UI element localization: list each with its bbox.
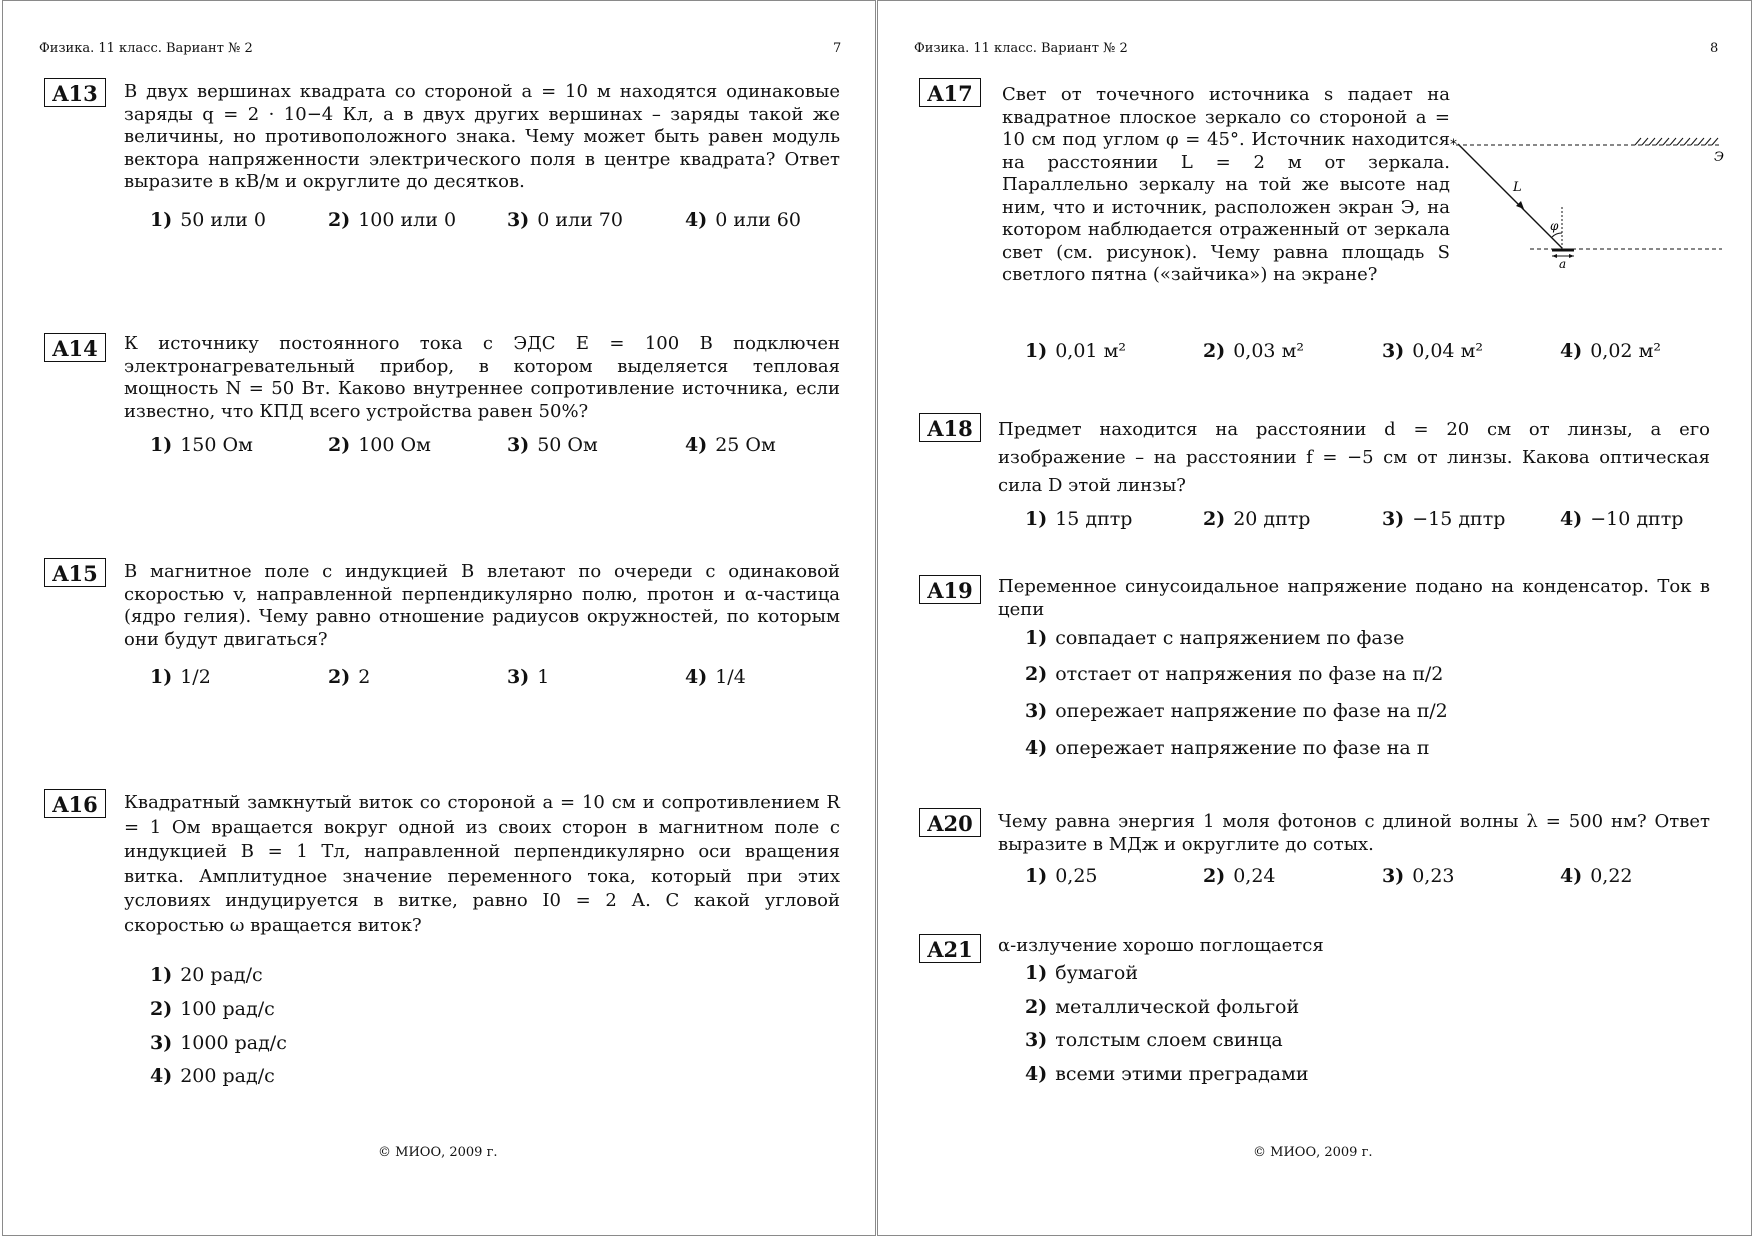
- page-8: [877, 0, 1752, 1236]
- option[interactable]: [507, 209, 623, 231]
- option-number: 3): [1025, 1029, 1048, 1051]
- option-number: 4): [1025, 737, 1048, 759]
- option-text: 0,03 м²: [1233, 340, 1304, 362]
- question-label-a15: A15: [44, 558, 106, 587]
- option-number: 3): [1382, 865, 1405, 887]
- option[interactable]: [1203, 865, 1276, 887]
- question-text-a20: Чему равна энергия 1 моля фотонов с длиной волны λ = 500 нм? Ответ выразите в МДж и округлите до сотых.: [998, 811, 1710, 855]
- option[interactable]: [685, 434, 776, 456]
- source-point-icon: *: [1450, 137, 1457, 153]
- dimension-arrow-right-icon: [1569, 254, 1574, 258]
- option-text: 1/4: [715, 666, 746, 688]
- option-text: бумагой: [1055, 962, 1139, 984]
- option-text: 100 Ом: [358, 434, 431, 456]
- option[interactable]: [1025, 700, 1448, 722]
- option-text: 150 Ом: [180, 434, 253, 456]
- option[interactable]: [1025, 340, 1126, 362]
- option-number: 1): [1025, 508, 1048, 530]
- option[interactable]: [1203, 340, 1304, 362]
- question-label-a19: A19: [919, 575, 981, 604]
- option-text: опережает напряжение по фазе на π: [1055, 737, 1430, 759]
- option[interactable]: [1382, 865, 1455, 887]
- question-label-a17: A17: [919, 78, 981, 107]
- page-header: Физика. 11 класс. Вариант № 2: [914, 41, 1128, 56]
- question-label-a16: A16: [44, 789, 106, 818]
- question-text-a15: В магнитное поле с индукцией B влетают по очереди с одинаковой скоростью v, направленной перпендикулярно полю, протон и α-частица (ядро гелия). Чему равно отношение радиусов окружностей, по которым они будут двигаться?: [124, 561, 840, 650]
- option-number: 2): [328, 434, 351, 456]
- distance-label: L: [1513, 180, 1522, 195]
- option-text: 100 или 0: [358, 209, 457, 231]
- option-text: 15 дптр: [1055, 508, 1133, 530]
- page-footer: © МИОО, 2009 г.: [1253, 1145, 1373, 1160]
- option-number: 2): [328, 209, 351, 231]
- option[interactable]: [507, 434, 598, 456]
- option[interactable]: [1025, 737, 1429, 759]
- option-number: 4): [685, 666, 708, 688]
- option[interactable]: [1560, 865, 1633, 887]
- page-7: [2, 0, 876, 1236]
- option-number: 2): [1203, 865, 1226, 887]
- question-label-a18: A18: [919, 413, 981, 442]
- page-number: 8: [1710, 41, 1719, 56]
- option[interactable]: [328, 434, 431, 456]
- option-number: 2): [1025, 996, 1048, 1018]
- option-text: 0,02 м²: [1590, 340, 1661, 362]
- incident-ray: [1458, 144, 1562, 248]
- option-number: 4): [1560, 865, 1583, 887]
- option-number: 1): [150, 964, 173, 986]
- option-text: 0,25: [1055, 865, 1098, 887]
- option-text: 0,04 м²: [1412, 340, 1483, 362]
- option[interactable]: [150, 1032, 287, 1054]
- dimension-arrow-left-icon: [1552, 254, 1557, 258]
- option-text: 0,23: [1412, 865, 1455, 887]
- option-text: металлической фольгой: [1055, 996, 1300, 1018]
- question-label-a14: A14: [44, 333, 106, 362]
- option-text: 20 дптр: [1233, 508, 1311, 530]
- page-header: Физика. 11 класс. Вариант № 2: [39, 41, 253, 56]
- option[interactable]: [150, 434, 253, 456]
- question-label-a13: A13: [44, 78, 106, 107]
- option[interactable]: [1025, 996, 1299, 1018]
- option-text: 1: [537, 666, 550, 688]
- option[interactable]: [1560, 340, 1661, 362]
- option-text: 200 рад/с: [180, 1065, 275, 1087]
- option-text: 25 Ом: [715, 434, 776, 456]
- option-number: 3): [1025, 700, 1048, 722]
- page-number: 7: [833, 41, 842, 56]
- option-text: 1000 рад/с: [180, 1032, 287, 1054]
- option-number: 1): [1025, 865, 1048, 887]
- option-number: 4): [150, 1065, 173, 1087]
- option[interactable]: [328, 209, 456, 231]
- question-text-a19: Переменное синусоидальное напряжение подано на конденсатор. Ток в цепи: [998, 576, 1710, 620]
- option-text: опережает напряжение по фазе на π/2: [1055, 700, 1448, 722]
- option-number: 1): [150, 209, 173, 231]
- option-number: 3): [1382, 340, 1405, 362]
- option-text: совпадает с напряжением по фазе: [1055, 627, 1405, 649]
- option-number: 2): [150, 998, 173, 1020]
- option-number: 1): [1025, 962, 1048, 984]
- option-number: 3): [1382, 508, 1405, 530]
- option-number: 2): [328, 666, 351, 688]
- option-number: 3): [507, 434, 530, 456]
- question-text-a17: Свет от точечного источника s падает на квадратное плоское зеркало со стороной a = 10 см под углом φ = 45°. Источник находится на расстоянии L = 2 м от зеркала. Параллельно зеркалу на той же высоте над ним, что и источник, расположен экран Э, на котором наблюдается отраженный от зеркала свет (см. рисунок). Чему равна площадь S светлого пятна («зайчика») на экране?: [1002, 84, 1450, 285]
- option[interactable]: [1025, 865, 1098, 887]
- option[interactable]: [1025, 962, 1138, 984]
- option-text: 1/2: [180, 666, 211, 688]
- option-number: 4): [1560, 508, 1583, 530]
- option-number: 4): [1560, 340, 1583, 362]
- option-text: 0,01 м²: [1055, 340, 1126, 362]
- option-text: 50 Ом: [537, 434, 598, 456]
- option[interactable]: [150, 998, 275, 1020]
- option-number: 2): [1025, 663, 1048, 685]
- option[interactable]: [150, 964, 263, 986]
- question-text-a13: В двух вершинах квадрата со стороной a = 10 м находятся одинаковые заряды q = 2 · 10−4 Кл, а в двух других вершинах – заряды такой же величины, но противоположного знака. Чему может быть равен модуль вектора напряженности электрического поля в центре квадрата? Ответ выразите в кВ/м и округлите до десятков.: [124, 81, 840, 192]
- question-text-a16: Квадратный замкнутый виток со стороной a = 10 см и сопротивлением R = 1 Ом вращается вокруг одной из своих сторон в магнитном поле с индукцией B = 1 Тл, направленной перпендикулярно оси вращения витка. Амплитудное значение переменного тока, который при этих условиях индуцируется в витке, равно I0 = 2 А. С какой угловой скоростью ω вращается виток?: [124, 792, 840, 936]
- option-text: 0,22: [1590, 865, 1633, 887]
- question-text-a14: К источнику постоянного тока с ЭДС E = 100 В подключен электронагревательный прибор, в котором выделяется тепловая мощность N = 50 Вт. Каково внутреннее сопротивление источника, если известно, что КПД всего устройства равен 50%?: [124, 333, 840, 422]
- option-number: 4): [685, 434, 708, 456]
- option[interactable]: [1382, 508, 1505, 530]
- option[interactable]: [1025, 1029, 1283, 1051]
- angle-label: φ: [1550, 219, 1559, 233]
- option-text: −15 дптр: [1412, 508, 1506, 530]
- option-number: 1): [150, 666, 173, 688]
- option[interactable]: [1025, 508, 1132, 530]
- question-label-a21: A21: [919, 934, 981, 963]
- mirror-diagram: [1448, 129, 1748, 274]
- option-number: 2): [1203, 340, 1226, 362]
- option-text: 50 или 0: [180, 209, 266, 231]
- option-text: 20 рад/с: [180, 964, 263, 986]
- option-text: 0 или 60: [715, 209, 801, 231]
- option[interactable]: [150, 1065, 275, 1087]
- option-number: 4): [1025, 1063, 1048, 1085]
- option-text: 0,24: [1233, 865, 1276, 887]
- option-text: отстает от напряжения по фазе на π/2: [1055, 663, 1444, 685]
- option-number: 1): [150, 434, 173, 456]
- option-number: 3): [150, 1032, 173, 1054]
- option-text: толстым слоем свинца: [1055, 1029, 1283, 1051]
- screen-label: Э: [1714, 150, 1724, 165]
- option-text: всеми этими преградами: [1055, 1063, 1309, 1085]
- option-number: 2): [1203, 508, 1226, 530]
- side-label: a: [1559, 257, 1567, 271]
- option[interactable]: [685, 666, 746, 688]
- screen-hatching: [1635, 138, 1718, 145]
- question-label-a20: A20: [919, 808, 981, 837]
- option[interactable]: [1382, 340, 1483, 362]
- ray-arrow-icon: [1516, 201, 1524, 209]
- option[interactable]: [507, 666, 549, 688]
- option[interactable]: [1560, 508, 1683, 530]
- option[interactable]: [150, 209, 266, 231]
- page-footer: © МИОО, 2009 г.: [378, 1145, 498, 1160]
- option-text: −10 дптр: [1590, 508, 1684, 530]
- angle-arc: [1552, 233, 1562, 237]
- option-number: 1): [1025, 340, 1048, 362]
- option[interactable]: [1203, 508, 1310, 530]
- option-text: 2: [358, 666, 371, 688]
- option[interactable]: [1025, 663, 1443, 685]
- option-text: 0 или 70: [537, 209, 623, 231]
- option[interactable]: [685, 209, 801, 231]
- option-number: 4): [685, 209, 708, 231]
- option[interactable]: [1025, 627, 1404, 649]
- option[interactable]: [328, 666, 370, 688]
- option-text: 100 рад/с: [180, 998, 275, 1020]
- option-number: 3): [507, 209, 530, 231]
- question-text-a18: Предмет находится на расстоянии d = 20 см от линзы, а его изображение – на расстоянии f = −5 см от линзы. Какова оптическая сила D этой линзы?: [998, 419, 1710, 496]
- question-text-a21: α-излучение хорошо поглощается: [998, 935, 1324, 956]
- option[interactable]: [1025, 1063, 1309, 1085]
- option[interactable]: [150, 666, 211, 688]
- option-number: 1): [1025, 627, 1048, 649]
- option-number: 3): [507, 666, 530, 688]
